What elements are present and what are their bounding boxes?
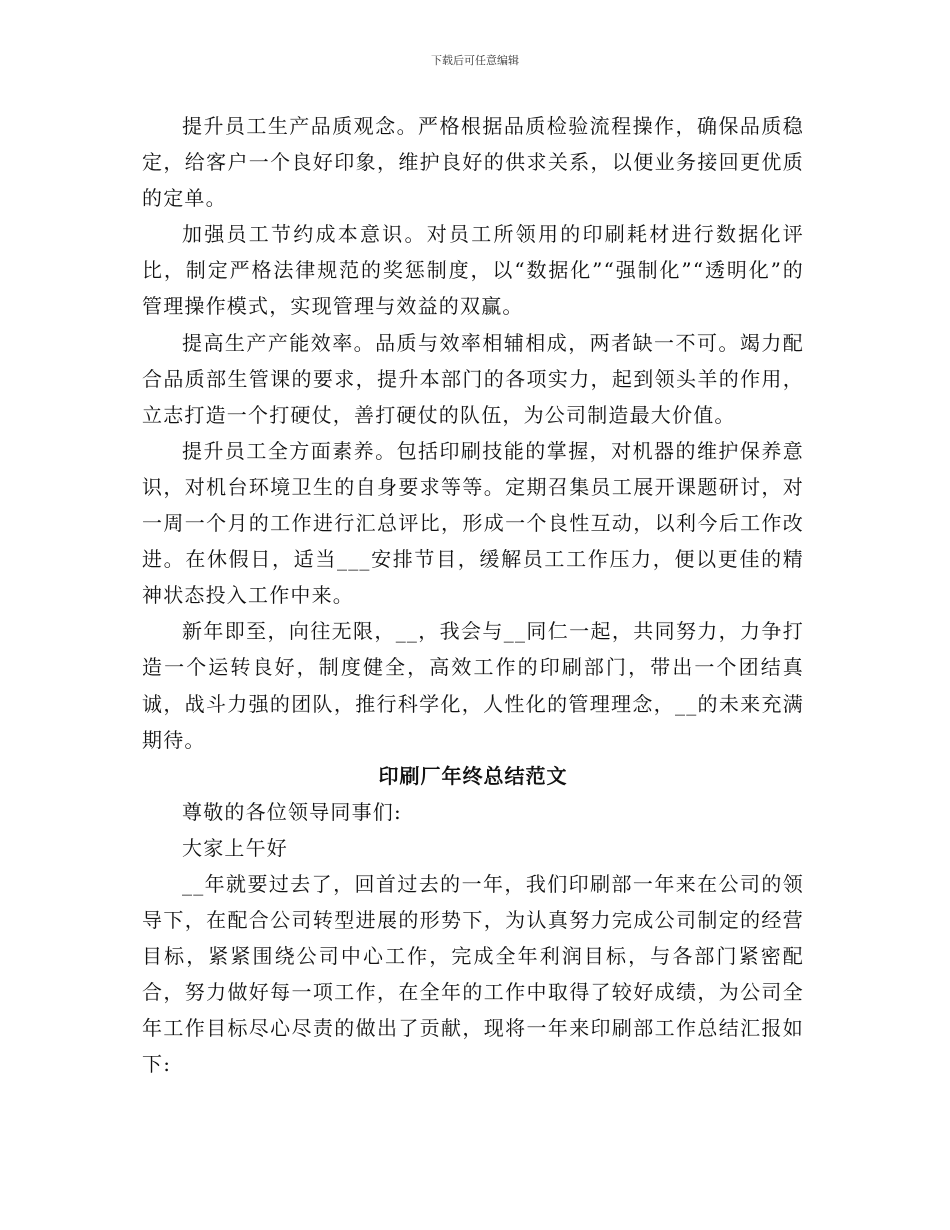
paragraph-efficiency: 提高生产产能效率。品质与效率相辅相成，两者缺一不可。竭力配合品质部生管课的要求，提升本部门的各项实力，起到领头羊的作用，立志打造一个打硬仗，善打硬仗的队伍，为公司制造最大价值。 [142,330,804,427]
paragraph-new-year: 新年即至，向往无限，__，我会与__同仁一起，共同努力，力争打造一个运转良好，制度健全，高效工作的印刷部门，带出一个团结真诚，战斗力强的团队，推行科学化，人性化的管理理念，__的未来充满期待。 [142,619,804,752]
paragraph-summary-intro: __年就要过去了，回首过去的一年，我们印刷部一年来在公司的领导下，在配合公司转型进展的形势下，为认真努力完成公司制定的经营目标，紧紧围绕公司中心工作，完成全年利润目标，与各部门紧密配合，努力做好每一项工作，在全年的工作中取得了较好成绩，为公司全年工作目标尽心尽责的做出了贡献，现将一年来印刷部工作总结汇报如下: [142,871,804,1077]
paragraph-cost: 加强员工节约成本意识。对员工所领用的印刷耗材进行数据化评比，制定严格法律规范的奖惩制度，以“数据化”“强制化”“透明化”的管理操作模式，实现管理与效益的双赢。 [142,222,804,319]
document-body [142,108,804,1083]
paragraph-greeting: 大家上午好 [182,835,288,860]
paragraph-salutation: 尊敬的各位领导同事们: [182,799,402,824]
paragraph-quality: 提升员工生产品质观念。严格根据品质检验流程操作，确保品质稳定，给客户一个良好印象，维护良好的供求关系，以便业务接回更优质的定单。 [142,114,804,211]
page-header: 下载后可任意编辑 [431,54,519,67]
paragraph-quality-of-staff: 提升员工全方面素养。包括印刷技能的掌握，对机器的维护保养意识，对机台环境卫生的自身要求等等。定期召集员工展开课题研讨，对一周一个月的工作进行汇总评比，形成一个良性互动，以利今后工作改进。在休假日，适当___安排节目，缓解员工工作压力，便以更佳的精神状态投入工作中来。 [142,438,804,608]
section-title: 印刷厂年终总结范文 [378,763,568,788]
